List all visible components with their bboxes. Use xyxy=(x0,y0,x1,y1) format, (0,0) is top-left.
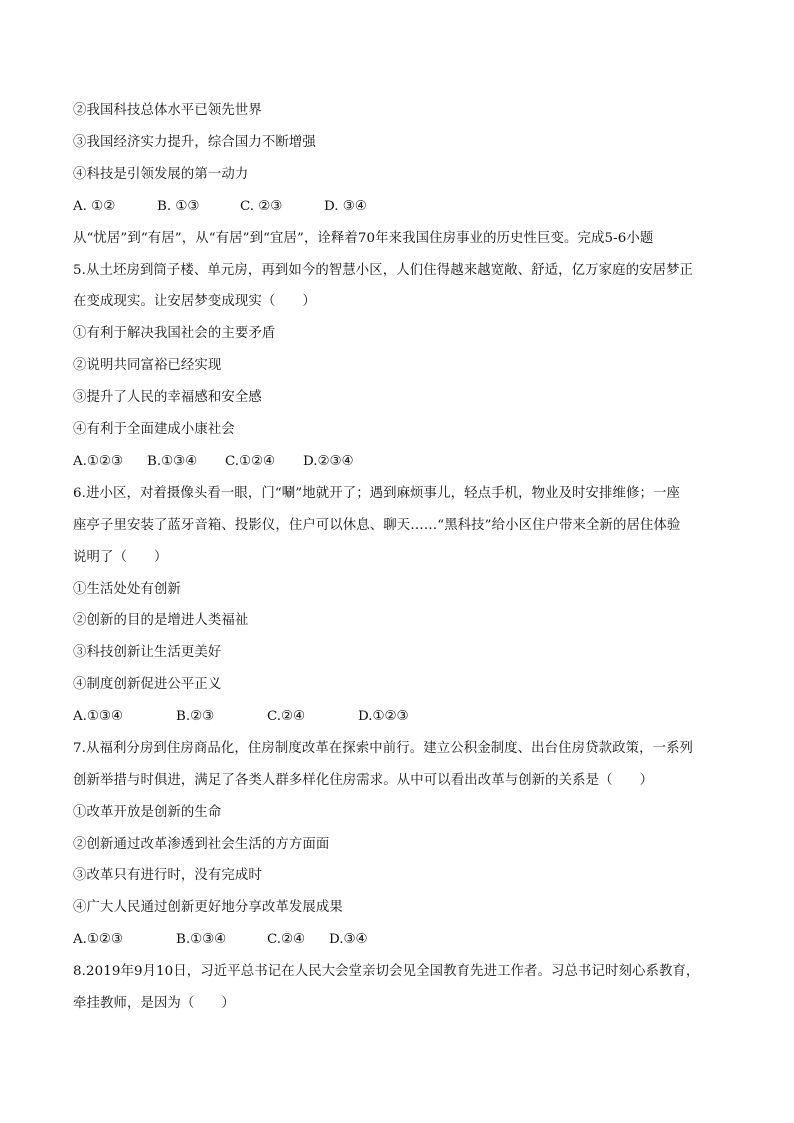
q7-stem-line-1: 7.从福利分房到住房商品化，住房制度改革在探索中前行。建立公积金制度、出台住房贷款政策，一系列 xyxy=(73,741,694,756)
q6-stem-line-1: 6.进小区，对着摄像头看一眼，门“唰”地就开了；遇到麻烦事儿，轻点手机，物业及时安排维修；一座 xyxy=(73,486,680,501)
q6-option-b: B.②③ xyxy=(176,709,215,724)
q6-option-c: C.②④ xyxy=(267,709,306,724)
q7-item-3: ③改革只有进行时，没有完成时 xyxy=(73,868,262,883)
q6-item-4: ④制度创新促进公平正义 xyxy=(73,677,222,692)
q7-item-2: ②创新通过改革渗透到社会生活的方方面面 xyxy=(73,837,330,852)
q4-option-d: D. ③④ xyxy=(324,199,367,214)
q6-item-1: ①生活处处有创新 xyxy=(73,582,181,597)
q4-item-3: ③我国经济实力提升，综合国力不断增强 xyxy=(73,135,316,150)
q7-option-c: C.②④ xyxy=(267,932,306,947)
q7-option-d: D.③④ xyxy=(329,932,368,947)
section-intro: 从“忧居”到“有居”，从“有居”到“宜居”，诠释着70年来我国住房事业的历史性巨变。完成5-6小题 xyxy=(73,231,654,246)
q4-option-a: A. ①② xyxy=(73,199,116,214)
q4-item-2: ②我国科技总体水平已领先世界 xyxy=(73,103,262,118)
q6-item-3: ③科技创新让生活更美好 xyxy=(73,645,222,660)
q7-item-1: ①改革开放是创新的生命 xyxy=(73,805,222,820)
q8-stem-line-1: 8.2019年9月10日，习近平总书记在人民大会堂亲切会见全国教育先进工作者。习总书记时刻心系教育， xyxy=(73,964,700,979)
q4-option-b: B. ①③ xyxy=(157,199,200,214)
q7-stem-line-2: 创新举措与时俱进，满足了各类人群多样化住房需求。从中可以看出改革与创新的关系是（ ） xyxy=(73,773,654,788)
q5-item-3: ③提升了人民的幸福感和安全感 xyxy=(73,390,262,405)
q7-option-a: A.①②③ xyxy=(73,932,123,947)
q6-stem-line-3: 说明了（ ） xyxy=(73,550,168,565)
q5-option-a: A.①②③ xyxy=(73,454,123,469)
q5-stem-line-1: 5.从土坯房到筒子楼、单元房，再到如今的智慧小区，人们住得越来越宽敞、舒适，亿万家庭的安居梦正 xyxy=(73,263,694,278)
q6-stem-line-2: 座亭子里安装了蓝牙音箱、投影仪，住户可以休息、聊天……“黑科技”给小区住户带来全新的居住体验 xyxy=(73,518,681,533)
q5-option-d: D.②③④ xyxy=(303,454,354,469)
q5-item-2: ②说明共同富裕已经实现 xyxy=(73,358,222,373)
q6-option-d: D.①②③ xyxy=(358,709,409,724)
q5-stem-line-2: 在变成现实。让安居梦变成现实（ ） xyxy=(73,294,316,309)
q6-item-2: ②创新的目的是增进人类福祉 xyxy=(73,613,249,628)
q5-option-c: C.①②④ xyxy=(225,454,276,469)
q5-item-4: ④有利于全面建成小康社会 xyxy=(73,422,235,437)
q7-item-4: ④广大人民通过创新更好地分享改革发展成果 xyxy=(73,900,343,915)
q5-item-1: ①有利于解决我国社会的主要矛盾 xyxy=(73,326,276,341)
q6-option-a: A.①③④ xyxy=(73,709,123,724)
q4-option-c: C. ②③ xyxy=(240,199,283,214)
q8-stem-line-2: 牵挂教师，是因为（ ） xyxy=(73,996,235,1011)
q7-option-b: B.①③④ xyxy=(176,932,227,947)
q5-option-b: B.①③④ xyxy=(147,454,198,469)
q4-item-4: ④科技是引领发展的第一动力 xyxy=(73,167,249,182)
